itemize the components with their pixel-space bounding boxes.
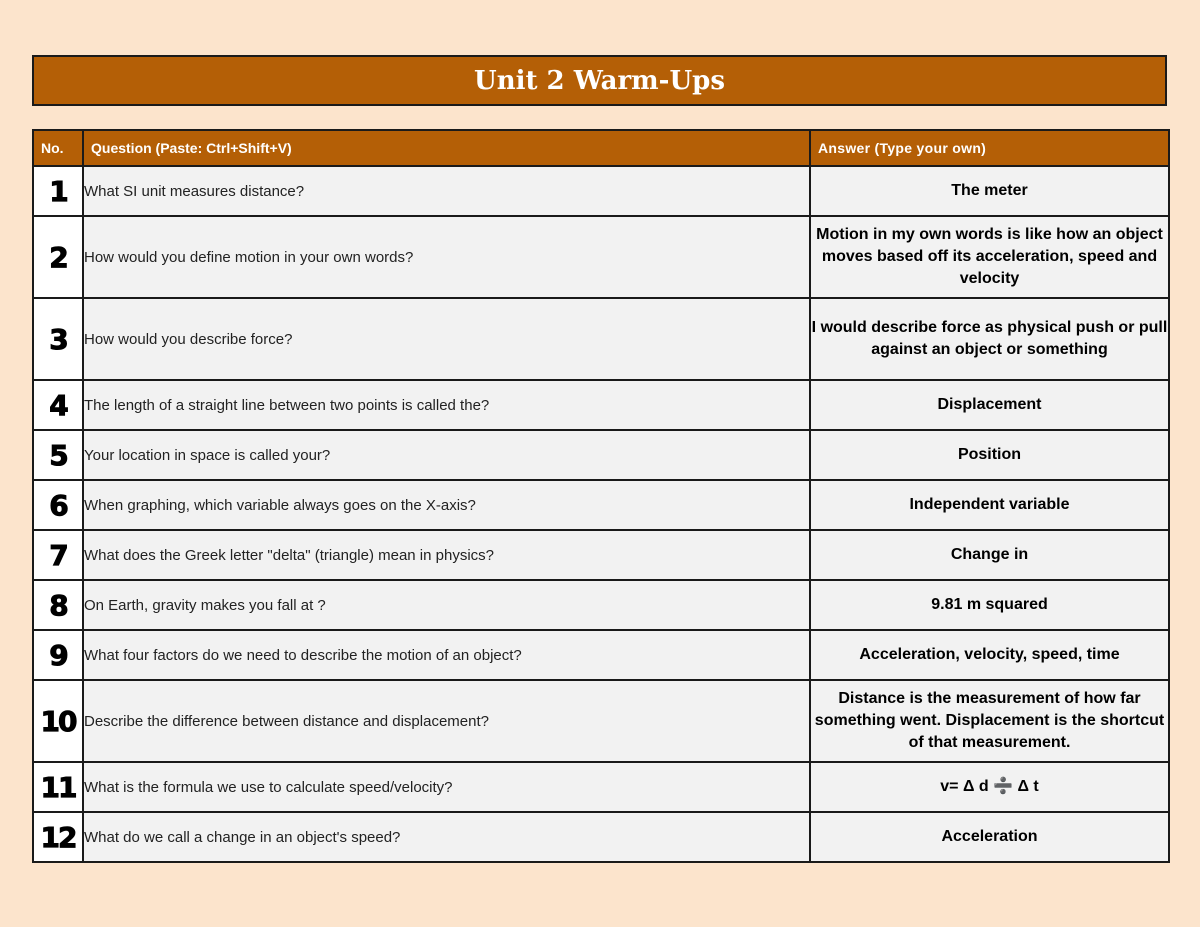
- answer-cell[interactable]: Position: [810, 430, 1169, 480]
- table-row: [33, 762, 1169, 812]
- table-header-row: [33, 130, 1169, 166]
- row-number: 12: [33, 812, 83, 862]
- answer-cell[interactable]: Independent variable: [810, 480, 1169, 530]
- question-cell: When graphing, which variable always goes on the X-axis?: [83, 480, 810, 530]
- title-banner: [32, 55, 1167, 106]
- answer-cell[interactable]: v= Δ d ➗ Δ t: [810, 762, 1169, 812]
- table-row: [33, 480, 1169, 530]
- table-row: [33, 630, 1169, 680]
- warmups-table: [32, 129, 1170, 863]
- table-row: [33, 580, 1169, 630]
- question-cell: What does the Greek letter "delta" (triangle) mean in physics?: [83, 530, 810, 580]
- row-number: 3: [33, 298, 83, 380]
- question-cell: What is the formula we use to calculate speed/velocity?: [83, 762, 810, 812]
- header-no: No.: [33, 130, 83, 166]
- row-number: 11: [33, 762, 83, 812]
- table-row: [33, 680, 1169, 762]
- row-number: 8: [33, 580, 83, 630]
- question-cell: On Earth, gravity makes you fall at ?: [83, 580, 810, 630]
- answer-cell[interactable]: Displacement: [810, 380, 1169, 430]
- row-number: 7: [33, 530, 83, 580]
- question-cell: Your location in space is called your?: [83, 430, 810, 480]
- answer-cell[interactable]: I would describe force as physical push or pull against an object or something: [810, 298, 1169, 380]
- question-cell: The length of a straight line between two points is called the?: [83, 380, 810, 430]
- table-row: [33, 812, 1169, 862]
- header-question: Question (Paste: Ctrl+Shift+V): [83, 130, 810, 166]
- row-number: 9: [33, 630, 83, 680]
- answer-cell[interactable]: Motion in my own words is like how an object moves based off its acceleration, speed and velocity: [810, 216, 1169, 298]
- question-cell: How would you define motion in your own words?: [83, 216, 810, 298]
- table-row: [33, 430, 1169, 480]
- answer-cell[interactable]: 9.81 m squared: [810, 580, 1169, 630]
- question-cell: How would you describe force?: [83, 298, 810, 380]
- table-row: [33, 530, 1169, 580]
- table-row: [33, 380, 1169, 430]
- answer-cell[interactable]: Acceleration: [810, 812, 1169, 862]
- row-number: 5: [33, 430, 83, 480]
- answer-cell[interactable]: The meter: [810, 166, 1169, 216]
- question-cell: What SI unit measures distance?: [83, 166, 810, 216]
- answer-cell[interactable]: Change in: [810, 530, 1169, 580]
- answer-cell[interactable]: Acceleration, velocity, speed, time: [810, 630, 1169, 680]
- row-number: 4: [33, 380, 83, 430]
- table-row: [33, 216, 1169, 298]
- question-cell: What four factors do we need to describe the motion of an object?: [83, 630, 810, 680]
- row-number: 2: [33, 216, 83, 298]
- row-number: 10: [33, 680, 83, 762]
- header-answer: Answer (Type your own): [810, 130, 1169, 166]
- row-number: 1: [33, 166, 83, 216]
- table-row: [33, 298, 1169, 380]
- question-cell: What do we call a change in an object's speed?: [83, 812, 810, 862]
- page-title: Unit 2 Warm-Ups: [474, 65, 725, 96]
- answer-cell[interactable]: Distance is the measurement of how far something went. Displacement is the shortcut of that measurement.: [810, 680, 1169, 762]
- table-row: [33, 166, 1169, 216]
- row-number: 6: [33, 480, 83, 530]
- question-cell: Describe the difference between distance and displacement?: [83, 680, 810, 762]
